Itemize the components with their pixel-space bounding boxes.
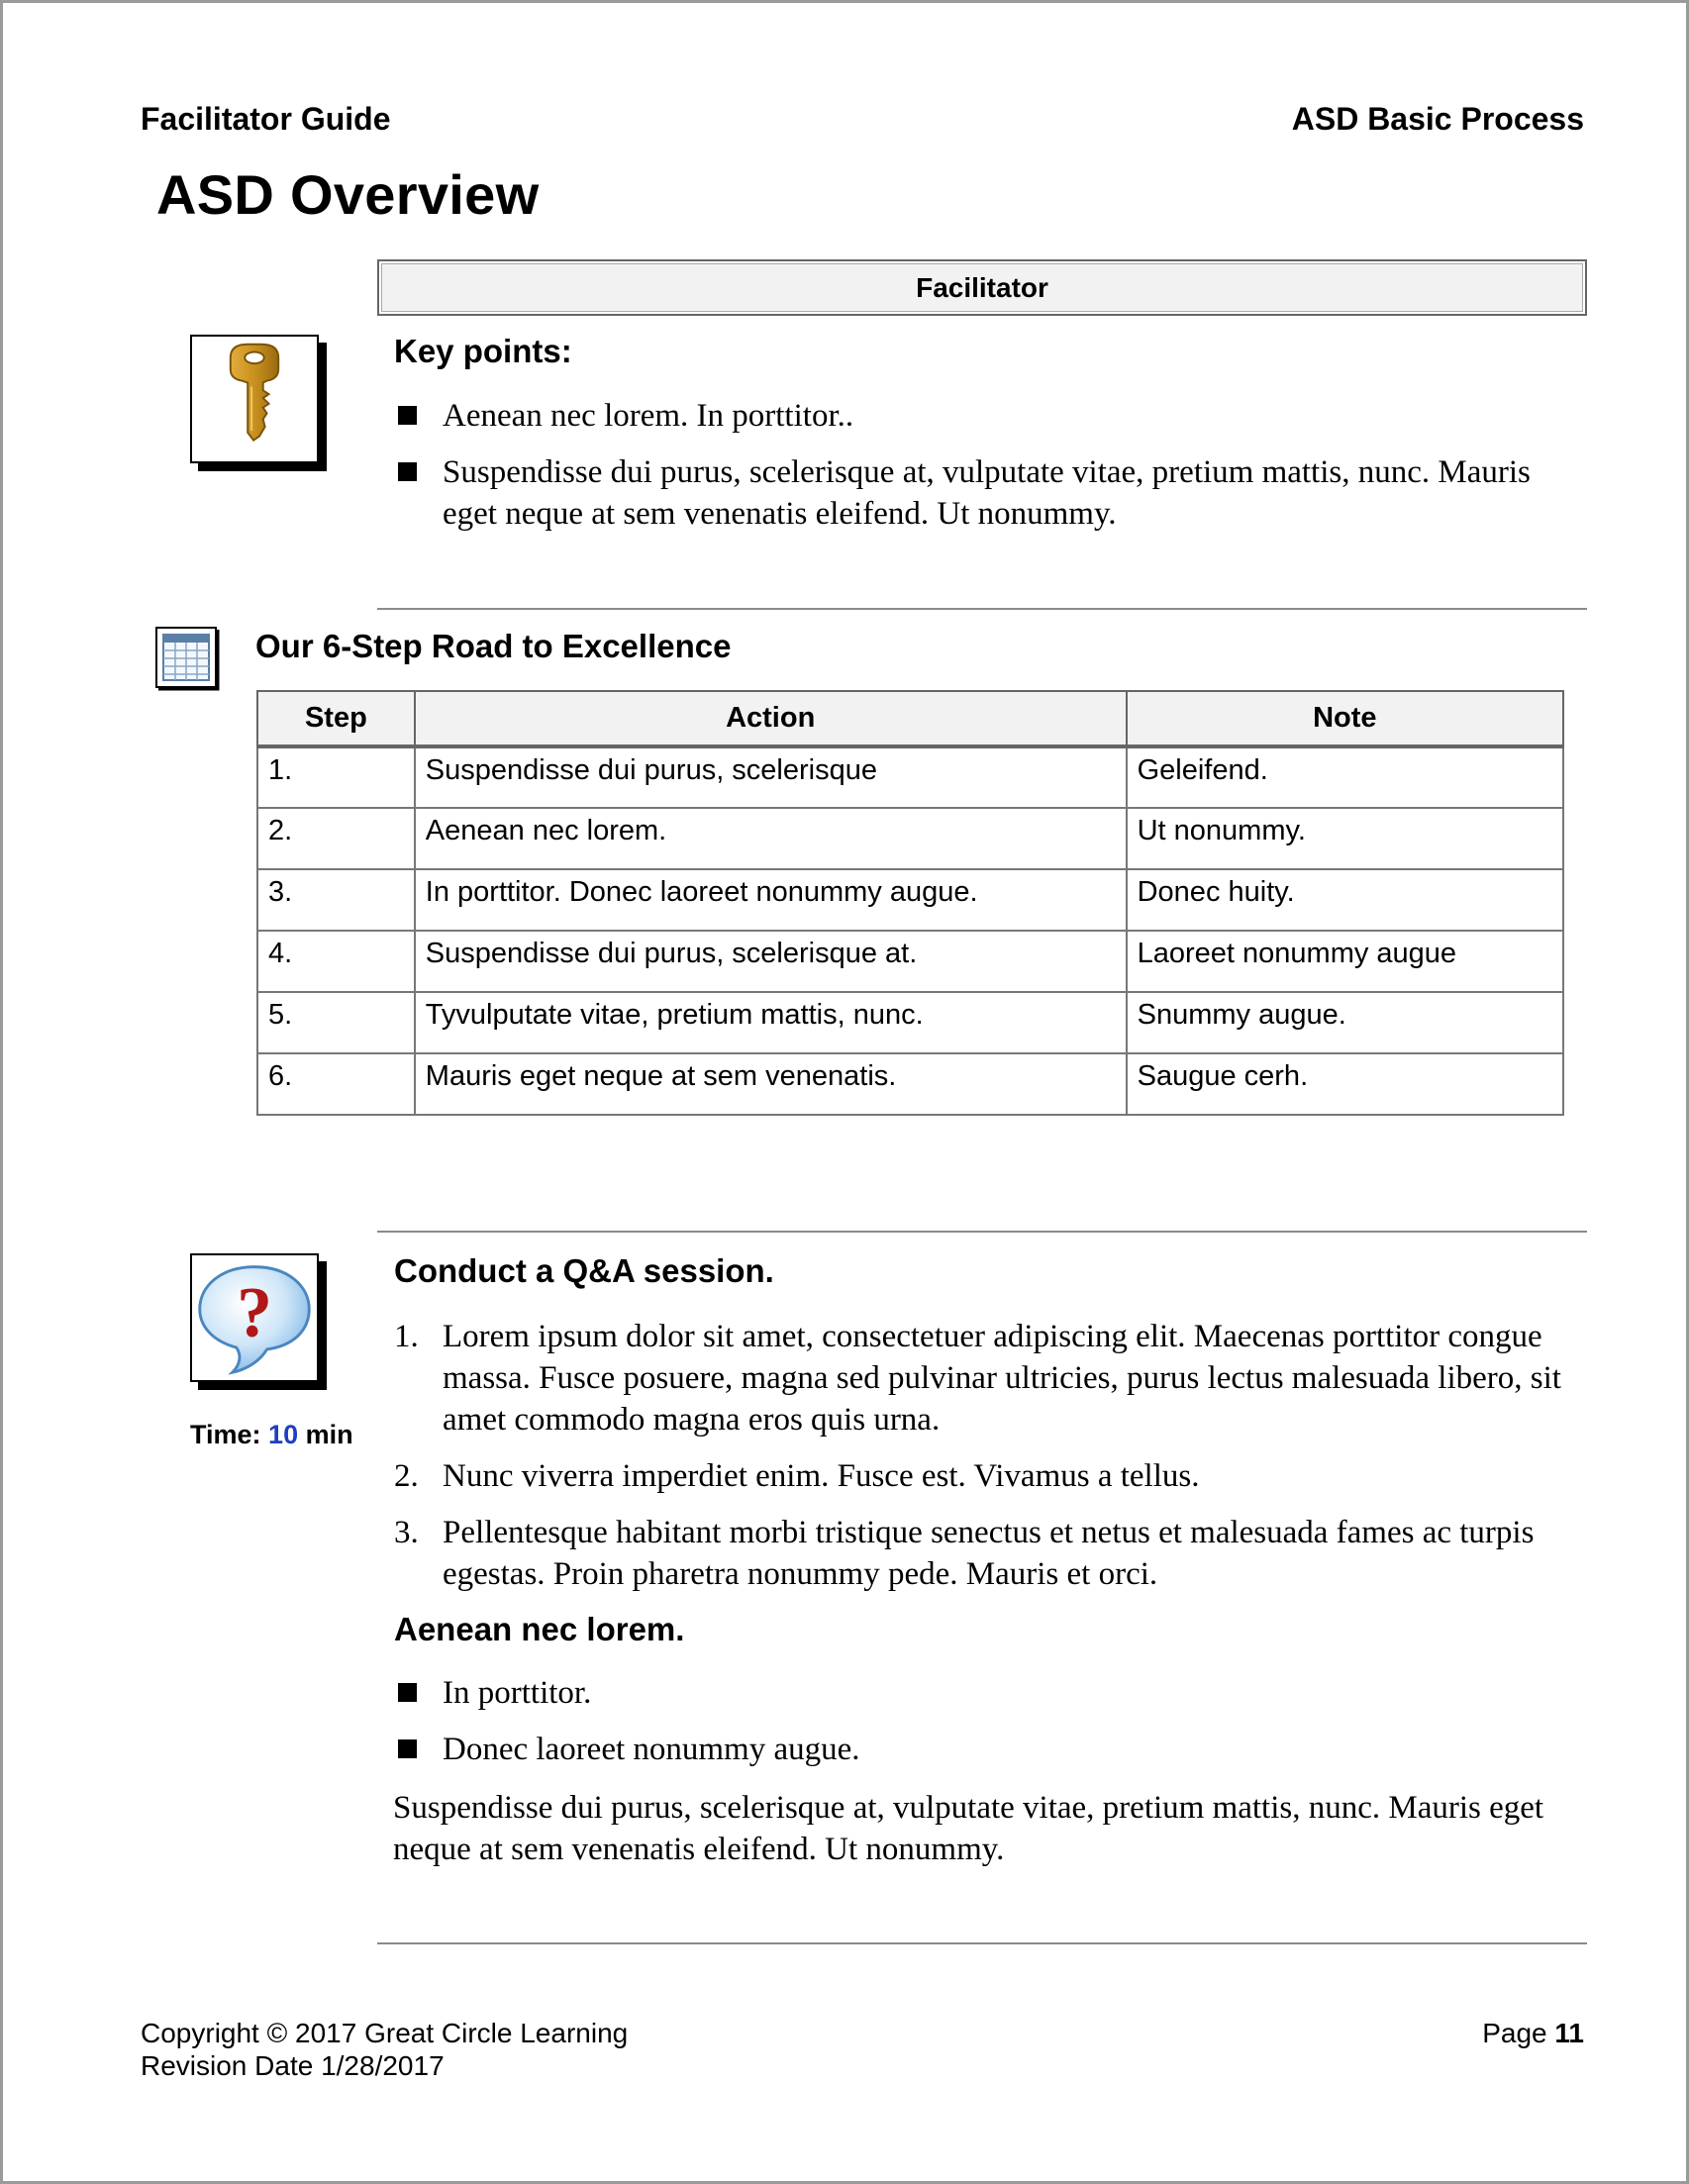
cell-action: Tyvulputate vitae, pretium mattis, nunc. <box>415 992 1127 1053</box>
key-icon <box>192 337 317 461</box>
facilitator-bar: Facilitator <box>377 259 1587 316</box>
time-indicator <box>190 1420 353 1450</box>
cell-note: Ut nonummy. <box>1127 808 1563 869</box>
question-bubble-icon <box>192 1255 317 1380</box>
qa-paragraph: Suspendisse dui purus, scelerisque at, vulputate vitae, pretium mattis, nunc. Mauris eget neque at sem venenatis eleifend. Ut nonummy. <box>393 1790 1544 1867</box>
time-value: 10 <box>268 1420 299 1449</box>
cell-note: Donec huity. <box>1127 869 1563 931</box>
qa-step-number: 1. <box>394 1319 419 1354</box>
header-left: Facilitator Guide <box>141 101 391 137</box>
key-point-item: Suspendisse dui purus, scelerisque at, vulputate vitae, pretium mattis, nunc. Mauris eget neque at sem venenatis eleifend. Ut nonummy. <box>394 451 1582 535</box>
divider <box>377 608 1587 610</box>
table-row <box>257 931 1563 992</box>
column-header-action: Action <box>415 691 1127 746</box>
cell-action: In porttitor. Donec laoreet nonummy augue. <box>415 869 1127 931</box>
question-icon-box <box>190 1253 319 1382</box>
cell-note: Geleifend. <box>1127 746 1563 808</box>
table-icon <box>155 627 221 692</box>
key-point-item: Aenean nec lorem. In porttitor.. <box>394 395 1582 437</box>
divider <box>377 1231 1587 1233</box>
cell-action: Suspendisse dui purus, scelerisque at. <box>415 931 1127 992</box>
qa-step-item <box>394 1512 1582 1595</box>
table-row <box>257 1053 1563 1115</box>
cell-step: 5. <box>257 992 415 1053</box>
key-points-list <box>394 395 1582 549</box>
cell-note: Snummy augue. <box>1127 992 1563 1053</box>
qa-step-number: 3. <box>394 1515 419 1550</box>
header-right: ASD Basic Process <box>1291 101 1584 137</box>
qa-step-text: Lorem ipsum dolor sit amet, consectetuer adipiscing elit. Maecenas porttitor congue massa. Fusce posuere, magna sed pulvinar ultricies, purus lectus malesuada libero, sit amet commodo magna eros quis urna. <box>443 1319 1561 1438</box>
qa-step-item <box>394 1455 1582 1497</box>
qa-step-item <box>394 1316 1582 1440</box>
cell-note: Laoreet nonummy augue <box>1127 931 1563 992</box>
divider <box>377 1942 1587 1944</box>
road-heading: Our 6-Step Road to Excellence <box>255 628 732 664</box>
qa-bullet-item: In porttitor. <box>394 1672 1582 1714</box>
cell-step: 4. <box>257 931 415 992</box>
table-header-row <box>257 691 1563 746</box>
cell-action: Suspendisse dui purus, scelerisque <box>415 746 1127 808</box>
table-icon-box <box>155 627 221 692</box>
key-points-heading: Key points: <box>394 333 572 369</box>
cell-step: 3. <box>257 869 415 931</box>
footer-left <box>141 2017 628 2082</box>
table-row <box>257 808 1563 869</box>
qa-heading: Conduct a Q&A session. <box>394 1252 774 1289</box>
qa-subheading: Aenean nec lorem. <box>394 1611 685 1647</box>
time-unit: min <box>305 1420 353 1449</box>
qa-bullets-list <box>394 1672 1582 1785</box>
footer-copyright: Copyright © 2017 Great Circle Learning <box>141 2018 629 2048</box>
qa-step-number: 2. <box>394 1458 419 1494</box>
cell-step: 6. <box>257 1053 415 1115</box>
footer-page <box>1482 2017 1584 2049</box>
steps-table <box>256 690 1564 1116</box>
cell-note: Saugue cerh. <box>1127 1053 1563 1115</box>
svg-text:?: ? <box>237 1272 272 1352</box>
page-label: Page <box>1482 2018 1547 2048</box>
qa-step-text: Pellentesque habitant morbi tristique senectus et netus et malesuada fames ac turpis egestas. Proin pharetra nonummy pede. Mauris et orci. <box>443 1515 1535 1592</box>
page-number: 11 <box>1554 2018 1584 2048</box>
qa-step-text: Nunc viverra imperdiet enim. Fusce est. Vivamus a tellus. <box>443 1458 1200 1494</box>
table-row <box>257 869 1563 931</box>
cell-step: 1. <box>257 746 415 808</box>
qa-bullet-item: Donec laoreet nonummy augue. <box>394 1729 1582 1770</box>
column-header-step: Step <box>257 691 415 746</box>
column-header-note: Note <box>1127 691 1563 746</box>
page-title: ASD Overview <box>156 163 540 226</box>
time-label: Time: <box>190 1420 261 1449</box>
cell-action: Mauris eget neque at sem venenatis. <box>415 1053 1127 1115</box>
table-row <box>257 746 1563 808</box>
cell-step: 2. <box>257 808 415 869</box>
table-row <box>257 992 1563 1053</box>
key-icon-box <box>190 335 319 463</box>
cell-action: Aenean nec lorem. <box>415 808 1127 869</box>
qa-steps-list <box>394 1316 1582 1610</box>
footer-revision: Revision Date 1/28/2017 <box>141 2050 445 2081</box>
